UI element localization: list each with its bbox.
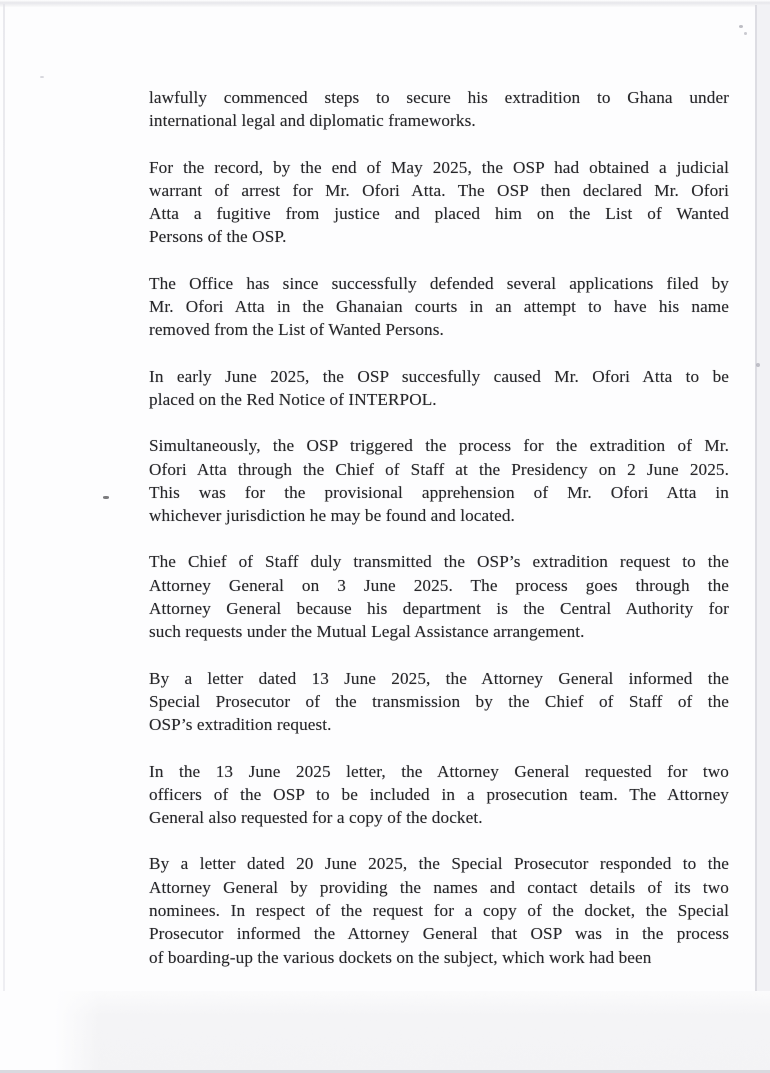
paragraph <box>149 760 729 830</box>
paragraph <box>149 852 729 968</box>
text-line: international legal and diplomatic frameworks. <box>149 111 476 131</box>
scan-speck <box>744 32 747 35</box>
text-line: warrant of arrest for Mr. Ofori Atta. The OSP then declared Mr. Ofori <box>149 180 729 200</box>
scan-speck <box>739 25 743 28</box>
text-line: Simultaneously, the OSP triggered the process for the extradition of Mr. <box>149 436 729 456</box>
text-line: removed from the List of Wanted Persons. <box>149 320 444 340</box>
paragraph <box>149 667 729 737</box>
paragraph <box>149 272 729 342</box>
scan-edge-top <box>0 0 770 7</box>
noise-texture <box>0 991 770 1073</box>
document-text <box>149 86 729 969</box>
scan-edge-right-band <box>756 5 770 995</box>
text-line: Attorney General because his department is the Central Authority for <box>149 599 729 619</box>
scan-speck <box>40 76 44 78</box>
text-line: Ofori Atta through the Chief of Staff at the Presidency on 2 June 2025. <box>149 459 729 479</box>
text-line: whichever jurisdiction he may be found and located. <box>149 506 515 526</box>
text-line: This was for the provisional apprehension of Mr. Ofori Atta in <box>149 482 729 502</box>
scan-bottom-light-area <box>0 991 100 1073</box>
text-line: Persons of the OSP. <box>149 227 287 247</box>
text-line: For the record, by the end of May 2025, the OSP had obtained a judicial <box>149 157 729 177</box>
paragraph <box>149 86 729 133</box>
text-line: In the 13 June 2025 letter, the Attorney General requested for two <box>149 761 729 781</box>
text-line: Attorney General by providing the names and contact details of its two <box>149 877 729 897</box>
text-line: Mr. Ofori Atta in the Ghanaian courts in an attempt to have his name <box>149 297 729 317</box>
paragraph <box>149 550 729 643</box>
text-line: OSP’s extradition request. <box>149 715 332 735</box>
scan-edge-left <box>3 4 5 1073</box>
text-line: Special Prosecutor of the transmission by the Chief of Staff of the <box>149 691 729 711</box>
scan-edge-right <box>755 5 757 995</box>
text-line: The Office has since successfully defended several applications filed by <box>149 273 729 293</box>
text-line: General also requested for a copy of the docket. <box>149 808 483 828</box>
text-line: Atta a fugitive from justice and placed him on the List of Wanted <box>149 204 729 224</box>
scan-speck <box>103 496 109 499</box>
text-line: Prosecutor informed the Attorney General that OSP was in the process <box>149 924 729 944</box>
text-line: By a letter dated 13 June 2025, the Attorney General informed the <box>149 668 729 688</box>
text-line: lawfully commenced steps to secure his extradition to Ghana under <box>149 88 729 107</box>
scan-speck <box>756 363 760 367</box>
paragraph <box>149 365 729 412</box>
text-line: placed on the Red Notice of INTERPOL. <box>149 389 437 409</box>
text-line: such requests under the Mutual Legal Assistance arrangement. <box>149 622 585 642</box>
text-line: Attorney General on 3 June 2025. The process goes through the <box>149 575 729 595</box>
paragraph <box>149 434 729 527</box>
text-line: officers of the OSP to be included in a prosecution team. The Attorney <box>149 784 729 804</box>
text-line: The Chief of Staff duly transmitted the OSP’s extradition request to the <box>149 552 729 572</box>
text-line: By a letter dated 20 June 2025, the Special Prosecutor responded to the <box>149 854 729 874</box>
text-line: of boarding-up the various dockets on the subject, which work had been <box>149 947 652 967</box>
paragraph <box>149 156 729 249</box>
scan-bottom-texture <box>0 991 770 1073</box>
text-line: In early June 2025, the OSP succesfully caused Mr. Ofori Atta to be <box>149 366 729 386</box>
text-line: nominees. In respect of the request for a copy of the docket, the Special <box>149 901 729 921</box>
